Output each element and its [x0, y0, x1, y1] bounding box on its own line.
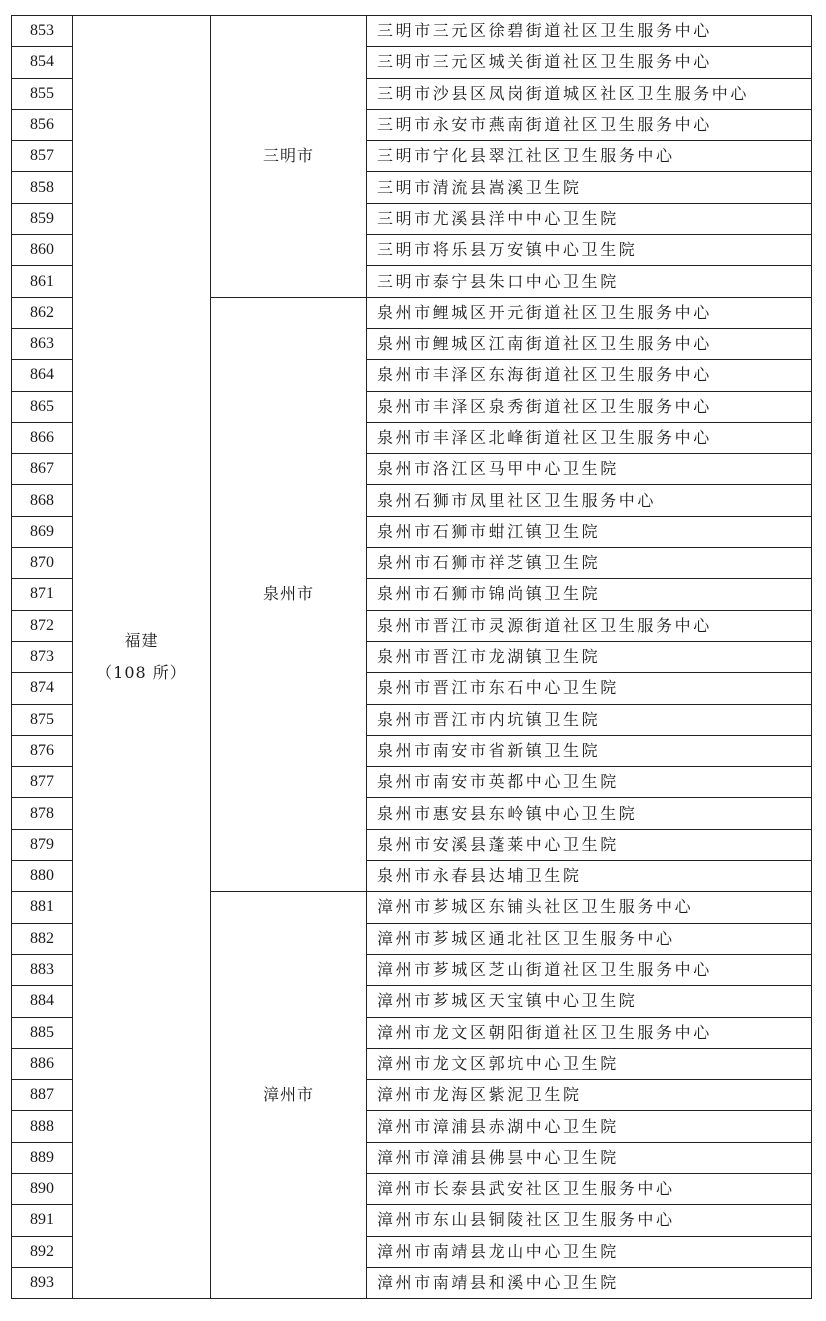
- institution-name: 泉州市石狮市祥芝镇卫生院: [367, 548, 812, 579]
- row-number: 869: [12, 516, 73, 547]
- row-number: 877: [12, 767, 73, 798]
- row-number: 872: [12, 610, 73, 641]
- row-number: 880: [12, 861, 73, 892]
- institution-name: 三明市清流县嵩溪卫生院: [367, 172, 812, 203]
- row-number: 884: [12, 986, 73, 1017]
- institution-name: 泉州市安溪县蓬莱中心卫生院: [367, 829, 812, 860]
- table-row: [12, 16, 812, 47]
- document-page: [11, 15, 811, 1299]
- row-number: 887: [12, 1080, 73, 1111]
- row-number: 883: [12, 954, 73, 985]
- row-number: 868: [12, 485, 73, 516]
- institution-name: 泉州市南安市英都中心卫生院: [367, 767, 812, 798]
- row-number: 858: [12, 172, 73, 203]
- row-number: 892: [12, 1236, 73, 1267]
- row-number: 864: [12, 360, 73, 391]
- institution-name: 漳州市漳浦县赤湖中心卫生院: [367, 1111, 812, 1142]
- row-number: 874: [12, 673, 73, 704]
- row-number: 875: [12, 704, 73, 735]
- institution-name: 漳州市龙文区朝阳街道社区卫生服务中心: [367, 1017, 812, 1048]
- institution-name: 泉州市鲤城区开元街道社区卫生服务中心: [367, 297, 812, 328]
- row-number: 856: [12, 109, 73, 140]
- institution-name: 漳州市芗城区通北社区卫生服务中心: [367, 923, 812, 954]
- institution-name: 漳州市长泰县武安社区卫生服务中心: [367, 1173, 812, 1204]
- row-number: 871: [12, 579, 73, 610]
- institution-name: 泉州市南安市省新镇卫生院: [367, 735, 812, 766]
- institution-name: 泉州市丰泽区泉秀街道社区卫生服务中心: [367, 391, 812, 422]
- row-number: 891: [12, 1205, 73, 1236]
- row-number: 890: [12, 1173, 73, 1204]
- row-number: 857: [12, 141, 73, 172]
- institution-name: 三明市尤溪县洋中中心卫生院: [367, 203, 812, 234]
- institution-name: 泉州市晋江市东石中心卫生院: [367, 673, 812, 704]
- row-number: 876: [12, 735, 73, 766]
- row-number: 870: [12, 548, 73, 579]
- row-number: 866: [12, 422, 73, 453]
- institution-name: 泉州市石狮市锦尚镇卫生院: [367, 579, 812, 610]
- row-number: 888: [12, 1111, 73, 1142]
- institution-name: 泉州市晋江市灵源街道社区卫生服务中心: [367, 610, 812, 641]
- institution-name: 泉州市晋江市龙湖镇卫生院: [367, 641, 812, 672]
- institution-name: 三明市永安市燕南街道社区卫生服务中心: [367, 109, 812, 140]
- city-cell: 漳州市: [211, 892, 367, 1299]
- row-number: 882: [12, 923, 73, 954]
- row-number: 879: [12, 829, 73, 860]
- institution-name: 泉州市石狮市蚶江镇卫生院: [367, 516, 812, 547]
- row-number: 855: [12, 78, 73, 109]
- row-number: 860: [12, 235, 73, 266]
- institution-name: 漳州市芗城区东铺头社区卫生服务中心: [367, 892, 812, 923]
- institution-name: 三明市宁化县翠江社区卫生服务中心: [367, 141, 812, 172]
- row-number: 886: [12, 1048, 73, 1079]
- institution-name: 泉州市丰泽区东海街道社区卫生服务中心: [367, 360, 812, 391]
- table-body: [12, 16, 812, 1299]
- row-number: 873: [12, 641, 73, 672]
- row-number: 893: [12, 1267, 73, 1298]
- institution-name: 漳州市芗城区芝山街道社区卫生服务中心: [367, 954, 812, 985]
- row-number: 878: [12, 798, 73, 829]
- city-cell: 泉州市: [211, 297, 367, 892]
- institution-name: 三明市泰宁县朱口中心卫生院: [367, 266, 812, 297]
- city-cell: 三明市: [211, 16, 367, 298]
- institution-name: 漳州市龙文区郭坑中心卫生院: [367, 1048, 812, 1079]
- institution-name: 漳州市南靖县和溪中心卫生院: [367, 1267, 812, 1298]
- institution-name: 泉州市晋江市内坑镇卫生院: [367, 704, 812, 735]
- institution-name: 漳州市南靖县龙山中心卫生院: [367, 1236, 812, 1267]
- institution-name: 漳州市芗城区天宝镇中心卫生院: [367, 986, 812, 1017]
- institution-name: 漳州市龙海区紫泥卫生院: [367, 1080, 812, 1111]
- institution-name: 三明市三元区徐碧街道社区卫生服务中心: [367, 16, 812, 47]
- row-number: 861: [12, 266, 73, 297]
- institution-name: 漳州市漳浦县佛昙中心卫生院: [367, 1142, 812, 1173]
- institution-name: 泉州市丰泽区北峰街道社区卫生服务中心: [367, 422, 812, 453]
- row-number: 881: [12, 892, 73, 923]
- row-number: 889: [12, 1142, 73, 1173]
- row-number: 863: [12, 328, 73, 359]
- province-name: 福建: [124, 631, 159, 651]
- row-number: 853: [12, 16, 73, 47]
- institution-name: 三明市沙县区凤岗街道城区社区卫生服务中心: [367, 78, 812, 109]
- institution-name: 漳州市东山县铜陵社区卫生服务中心: [367, 1205, 812, 1236]
- province-count: （108 所）: [96, 663, 187, 683]
- institution-name: 泉州市鲤城区江南街道社区卫生服务中心: [367, 328, 812, 359]
- row-number: 859: [12, 203, 73, 234]
- row-number: 865: [12, 391, 73, 422]
- row-number: 885: [12, 1017, 73, 1048]
- row-number: 862: [12, 297, 73, 328]
- institution-name: 三明市三元区城关街道社区卫生服务中心: [367, 47, 812, 78]
- institution-name: 泉州市永春县达埔卫生院: [367, 861, 812, 892]
- row-number: 867: [12, 454, 73, 485]
- institution-name: 泉州市洛江区马甲中心卫生院: [367, 454, 812, 485]
- institution-name: 三明市将乐县万安镇中心卫生院: [367, 235, 812, 266]
- province-cell: [73, 16, 211, 1299]
- institution-table: [11, 15, 812, 1299]
- row-number: 854: [12, 47, 73, 78]
- institution-name: 泉州市惠安县东岭镇中心卫生院: [367, 798, 812, 829]
- institution-name: 泉州石狮市凤里社区卫生服务中心: [367, 485, 812, 516]
